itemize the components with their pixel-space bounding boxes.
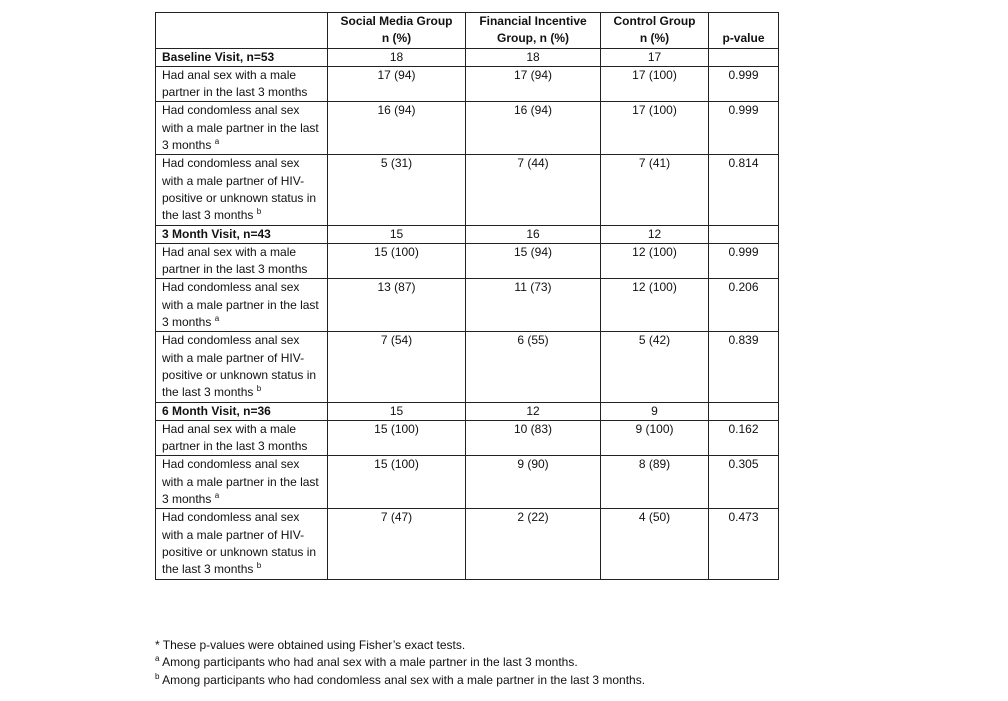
table-row: [156, 420, 779, 456]
cell-value: 9 (100): [601, 420, 709, 456]
p-value: 0.839: [709, 332, 779, 402]
table-row: [156, 279, 779, 332]
section-title: 6 Month Visit, n=36: [156, 402, 328, 420]
cell-value: 7 (54): [328, 332, 466, 402]
table-row: [156, 332, 779, 402]
cell-value: 8 (89): [601, 456, 709, 509]
table-row: [156, 456, 779, 509]
cell-value: 6 (55): [466, 332, 601, 402]
cell-value: 7 (41): [601, 155, 709, 225]
row-label: Had condomless anal sex with a male partner in the last 3 months $^a$: [156, 102, 328, 155]
cell-value: 4 (50): [601, 509, 709, 579]
section-title: 3 Month Visit, n=43: [156, 225, 328, 243]
table-row: [156, 66, 779, 102]
empty-p-cell: [709, 48, 779, 66]
group-count: 15: [328, 402, 466, 420]
header-control: Control Group n (%): [601, 13, 709, 49]
row-label: Had condomless anal sex with a male partner of HIV-positive or unknown status in the last 3 months $^b$: [156, 509, 328, 579]
cell-value: 15 (100): [328, 456, 466, 509]
group-count: 12: [466, 402, 601, 420]
row-label: Had anal sex with a male partner in the last 3 months: [156, 243, 328, 279]
table-row: [156, 155, 779, 225]
row-label: Had anal sex with a male partner in the last 3 months: [156, 66, 328, 102]
cell-value: 15 (94): [466, 243, 601, 279]
header-social-media: Social Media Group n (%): [328, 13, 466, 49]
section-header-row: [156, 402, 779, 420]
cell-value: 17 (100): [601, 66, 709, 102]
footnote-marker: a: [214, 137, 220, 147]
p-value: 0.473: [709, 509, 779, 579]
cell-value: 9 (90): [466, 456, 601, 509]
footnote-asterisk: * These p-values were obtained using Fisher’s exact tests.: [155, 638, 466, 652]
cell-value: 2 (22): [466, 509, 601, 579]
row-label: Had anal sex with a male partner in the last 3 months: [156, 420, 328, 456]
cell-value: 10 (83): [466, 420, 601, 456]
p-value: 0.999: [709, 243, 779, 279]
footnote-marker: a: [214, 491, 220, 501]
group-count: 18: [328, 48, 466, 66]
group-count: 15: [328, 225, 466, 243]
section-header-row: [156, 225, 779, 243]
header-p-value: p-value: [709, 13, 779, 49]
group-count: 17: [601, 48, 709, 66]
section-title: Baseline Visit, n=53: [156, 48, 328, 66]
footnotes: [155, 637, 645, 689]
cell-value: 5 (42): [601, 332, 709, 402]
group-count: 9: [601, 402, 709, 420]
cell-value: 16 (94): [328, 102, 466, 155]
footnote-b: $^b$ Among participants who had condomless anal sex with a male partner in the last 3 months.: [155, 671, 646, 687]
header-financial-incentive: Financial Incentive Group, n (%): [466, 13, 601, 49]
footnote-marker: a: [214, 314, 220, 324]
group-count: 16: [466, 225, 601, 243]
cell-value: 11 (73): [466, 279, 601, 332]
footnote-marker: b: [256, 207, 262, 217]
row-label: Had condomless anal sex with a male partner in the last 3 months $^a$: [156, 456, 328, 509]
cell-value: 17 (94): [328, 66, 466, 102]
cell-value: 16 (94): [466, 102, 601, 155]
empty-p-cell: [709, 402, 779, 420]
row-label: Had condomless anal sex with a male partner of HIV-positive or unknown status in the last 3 months $^b$: [156, 332, 328, 402]
row-label: Had condomless anal sex with a male partner in the last 3 months $^a$: [156, 279, 328, 332]
results-table: [155, 12, 779, 580]
cell-value: 13 (87): [328, 279, 466, 332]
p-value: 0.999: [709, 66, 779, 102]
cell-value: 12 (100): [601, 243, 709, 279]
cell-value: 17 (94): [466, 66, 601, 102]
cell-value: 7 (47): [328, 509, 466, 579]
p-value: 0.162: [709, 420, 779, 456]
header-row: [156, 13, 779, 49]
header-label-column: [156, 13, 328, 49]
table-body: [156, 48, 779, 579]
footnote-marker: b: [256, 384, 262, 394]
section-header-row: [156, 48, 779, 66]
cell-value: 15 (100): [328, 243, 466, 279]
footnote-a: $^a$ Among participants who had anal sex with a male partner in the last 3 months.: [155, 654, 578, 670]
cell-value: 17 (100): [601, 102, 709, 155]
empty-p-cell: [709, 225, 779, 243]
group-count: 18: [466, 48, 601, 66]
cell-value: 5 (31): [328, 155, 466, 225]
p-value: 0.999: [709, 102, 779, 155]
footnote-marker: b: [256, 561, 262, 571]
p-value: 0.814: [709, 155, 779, 225]
p-value: 0.206: [709, 279, 779, 332]
table-row: [156, 243, 779, 279]
p-value: 0.305: [709, 456, 779, 509]
group-count: 12: [601, 225, 709, 243]
row-label: Had condomless anal sex with a male partner of HIV-positive or unknown status in the last 3 months $^b$: [156, 155, 328, 225]
cell-value: 7 (44): [466, 155, 601, 225]
cell-value: 12 (100): [601, 279, 709, 332]
cell-value: 15 (100): [328, 420, 466, 456]
table-row: [156, 509, 779, 579]
table-row: [156, 102, 779, 155]
